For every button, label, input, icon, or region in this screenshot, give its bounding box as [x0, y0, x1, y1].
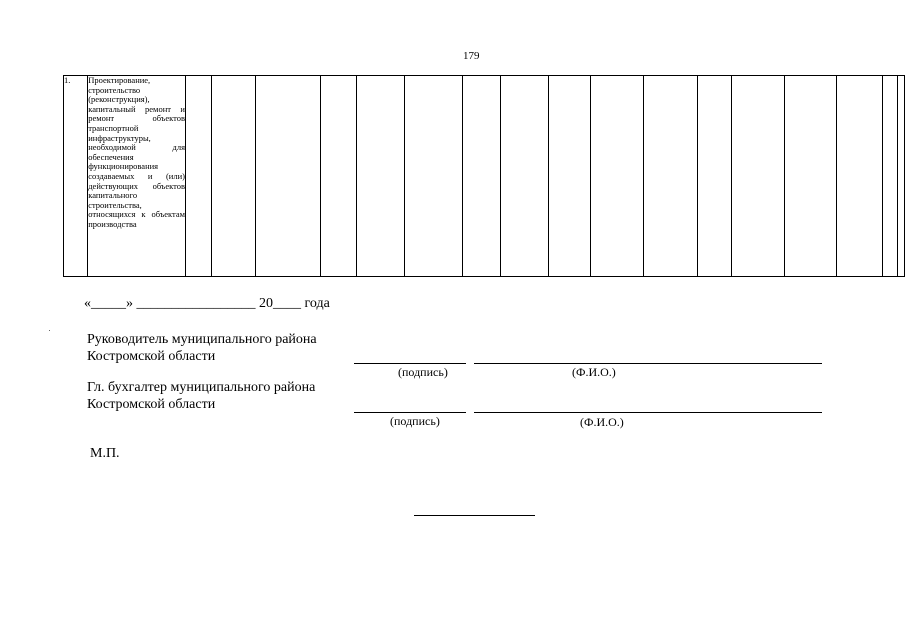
- accountant-title-line1: Гл. бухгалтер муниципального района: [87, 380, 316, 395]
- empty-cell: [882, 76, 897, 277]
- empty-cell: [211, 76, 255, 277]
- empty-cell: [462, 76, 500, 277]
- table-row: [64, 76, 905, 277]
- empty-cell: [500, 76, 548, 277]
- scan-dot: [49, 330, 50, 331]
- head-title: [87, 331, 317, 365]
- empty-cell: [898, 76, 905, 277]
- head-signature-caption: (подпись): [398, 365, 448, 379]
- empty-cell: [548, 76, 590, 277]
- row-number-cell: 1.: [64, 76, 88, 277]
- accountant-name-caption: (Ф.И.О.): [580, 415, 624, 429]
- stamp-label: М.П.: [90, 446, 120, 461]
- empty-cell: [644, 76, 698, 277]
- empty-cell: [836, 76, 882, 277]
- date-line: «_____» _________________ 20____ года: [84, 296, 330, 311]
- head-name-caption: (Ф.И.О.): [572, 365, 616, 379]
- empty-cell: [185, 76, 211, 277]
- accountant-signature-line: [354, 412, 466, 413]
- accountant-signature-caption: (подпись): [390, 414, 440, 428]
- report-table: [63, 75, 905, 277]
- head-signature-line: [354, 363, 466, 364]
- head-name-line: [474, 363, 822, 364]
- empty-cell: [731, 76, 785, 277]
- head-title-line1: Руководитель муниципального района: [87, 332, 317, 347]
- empty-cell: [255, 76, 320, 277]
- empty-cell: [320, 76, 356, 277]
- empty-cell: [785, 76, 837, 277]
- empty-cell: [357, 76, 405, 277]
- empty-cell: [590, 76, 644, 277]
- accountant-title: [87, 379, 315, 413]
- row-description-cell: Проектирование, строительство (реконструкция), капитальный ремонт и ремонт объектов транспортной инфраструктуры, необходимой для обеспечения функционирования создаваемых и (или) действующих объектов капитального строительства, относящихся к объектам производства: [88, 76, 186, 277]
- empty-cell: [698, 76, 732, 277]
- footnote-rule: [414, 515, 535, 516]
- empty-cell: [405, 76, 462, 277]
- head-title-line2: Костромской области: [87, 349, 216, 364]
- page-number: 179: [463, 50, 480, 62]
- accountant-name-line: [474, 412, 822, 413]
- accountant-title-line2: Костромской области: [87, 397, 216, 412]
